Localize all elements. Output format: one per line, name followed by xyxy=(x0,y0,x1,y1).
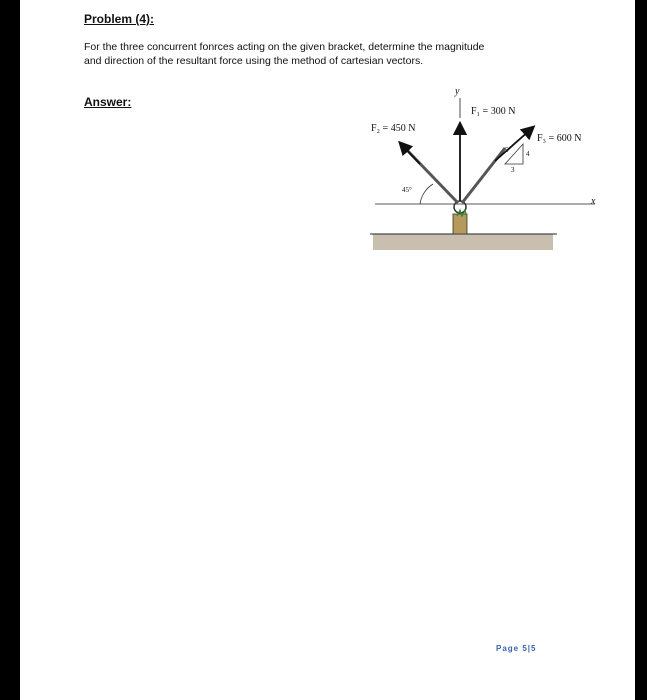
f1-label: F₁ = 300 N xyxy=(471,106,516,117)
slope-horiz-label: 3 xyxy=(511,166,515,174)
angle-arc xyxy=(420,184,433,204)
bracket-post xyxy=(453,214,467,234)
force-diagram xyxy=(345,86,605,256)
page-number: Page 5|5 xyxy=(496,644,537,653)
problem-text-line-2: and direction of the resultant force using the method of cartesian vectors. xyxy=(84,55,424,67)
force-f3-member xyxy=(462,148,505,203)
slope-vert-label: 4 xyxy=(526,150,530,158)
f2-label: F₂ = 450 N xyxy=(371,123,416,134)
ground-surface xyxy=(373,234,553,250)
slope-hyp-label: 5 xyxy=(505,146,509,154)
f3-label: F₃ = 600 N xyxy=(537,133,582,144)
problem-text xyxy=(84,40,604,68)
problem-text-line-1: For the three concurrent fonrces acting on the given bracket, determine the magnitude xyxy=(84,41,485,53)
y-axis-label: y xyxy=(455,86,460,97)
force-f2-arrow xyxy=(403,146,420,164)
problem-title: Problem (4): xyxy=(84,12,155,26)
document-page xyxy=(20,0,635,700)
answer-label: Answer: xyxy=(84,95,132,109)
force-f3-arrow xyxy=(495,130,530,161)
angle-label: 45° xyxy=(402,186,412,194)
x-axis-label: x xyxy=(591,196,596,207)
